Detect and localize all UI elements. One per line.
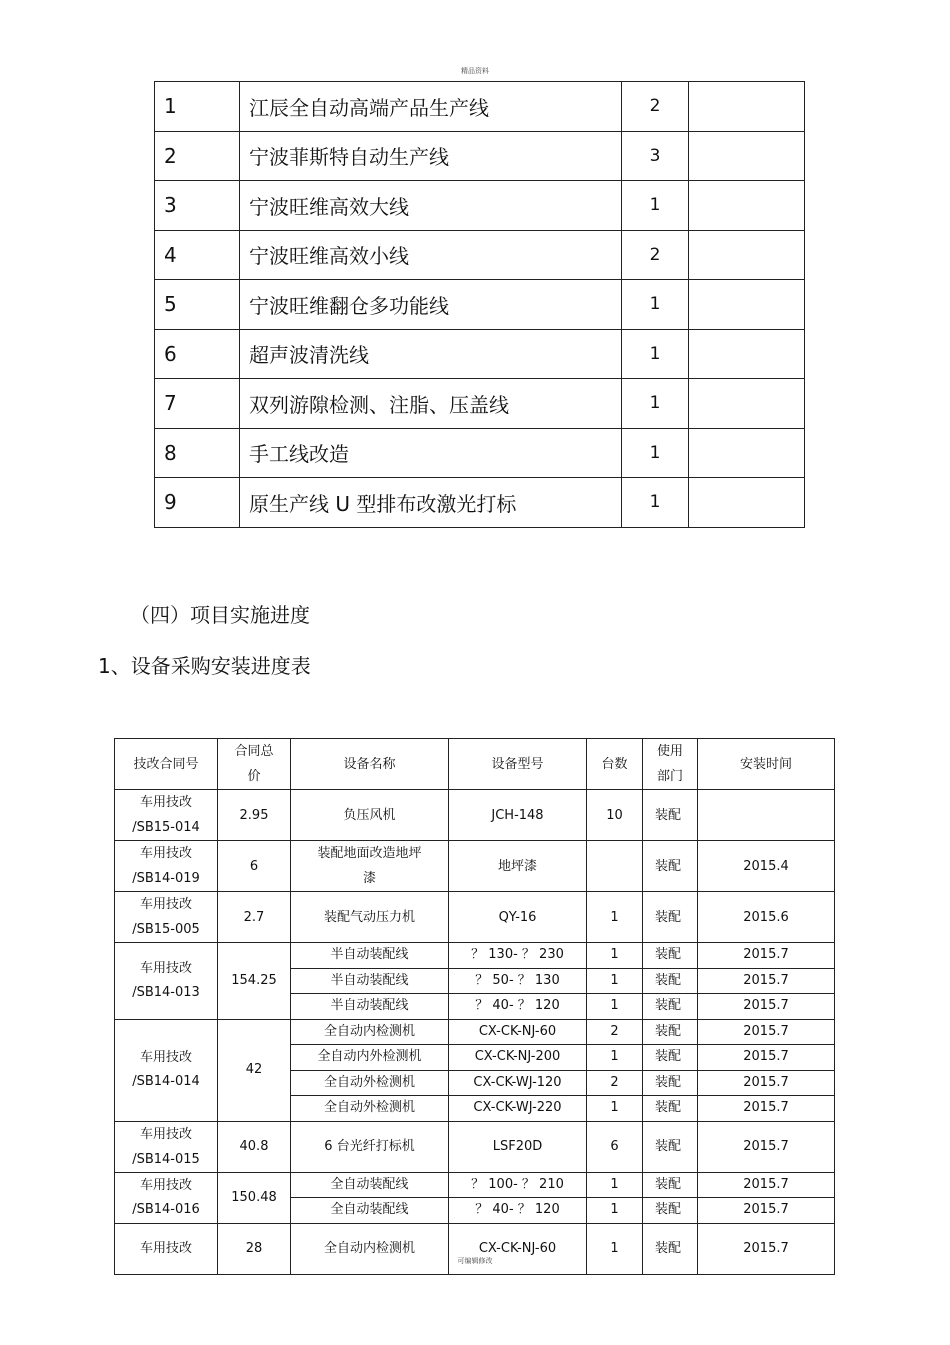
equipment-name-cell: 全自动内检测机 [291, 1019, 449, 1045]
header-units: 台数 [587, 739, 643, 790]
table-header-row [115, 739, 835, 790]
blank-cell [689, 329, 805, 379]
install-time-cell [698, 790, 835, 841]
line-name: 超声波清洗线 [240, 329, 622, 379]
install-time-cell: 2015.7 [698, 1070, 835, 1096]
page-footer-note: 可编辑修改 [457, 1257, 493, 1265]
department-cell: 装配 [643, 790, 698, 841]
header-contract-no: 技改合同号 [115, 739, 218, 790]
blank-cell [689, 131, 805, 181]
line-quantity: 1 [622, 181, 689, 231]
install-time-cell: 2015.7 [698, 1096, 835, 1122]
header-equipment-name: 设备名称 [291, 739, 449, 790]
equipment-name-line1: 装配地面改造地坪 [317, 846, 422, 861]
department-cell: 装配 [643, 1045, 698, 1071]
contract-no-line2: /SB14-013 [132, 984, 200, 1000]
line-number: 1 [155, 82, 240, 132]
line-quantity: 1 [622, 329, 689, 379]
contract-no-line1: 车用技改 [139, 1050, 192, 1065]
contract-no-line1: 车用技改 [139, 1241, 192, 1256]
equipment-name-cell: 全自动外检测机 [291, 1070, 449, 1096]
contract-no-cell [115, 790, 218, 841]
contract-no-cell [115, 1121, 218, 1172]
table-row [155, 280, 805, 330]
equipment-model-cell: ？ 50- ？ 130 [449, 968, 587, 994]
department-cell: 装配 [643, 892, 698, 943]
table-row [155, 478, 805, 528]
department-cell: 装配 [643, 841, 698, 892]
line-name: 江辰全自动高端产品生产线 [240, 82, 622, 132]
table-row [115, 1019, 835, 1045]
install-time-cell: 2015.7 [698, 1172, 835, 1198]
table-row [155, 181, 805, 231]
equipment-schedule-table [114, 738, 835, 1275]
blank-cell [689, 379, 805, 429]
table-row [115, 1121, 835, 1172]
department-cell: 装配 [643, 1096, 698, 1122]
equipment-name-cell: 6 台光纤打标机 [291, 1121, 449, 1172]
contract-no-cell [115, 943, 218, 1020]
blank-cell [689, 280, 805, 330]
table-row [155, 131, 805, 181]
equipment-model-cell: CX-CK-WJ-120 [449, 1070, 587, 1096]
section-title: （四）项目实施进度 [130, 603, 310, 627]
blank-cell [689, 82, 805, 132]
line-name: 手工线改造 [240, 428, 622, 478]
equipment-model-cell: JCH-148 [449, 790, 587, 841]
equipment-model-cell: CX-CK-WJ-220 [449, 1096, 587, 1122]
line-quantity: 1 [622, 478, 689, 528]
line-name: 宁波旺维翻仓多功能线 [240, 280, 622, 330]
equipment-name-cell: 全自动外检测机 [291, 1096, 449, 1122]
equipment-model-cell: ？ 40- ？ 120 [449, 994, 587, 1020]
equipment-model-cell: ？ 130- ？ 230 [449, 943, 587, 969]
blank-cell [689, 181, 805, 231]
equipment-model-cell: CX-CK-NJ-60 [449, 1019, 587, 1045]
page-header-note: 精品资料 [461, 67, 489, 75]
department-cell: 装配 [643, 1070, 698, 1096]
contract-no-cell [115, 1019, 218, 1121]
units-cell: 2 [587, 1070, 643, 1096]
contract-no-line1: 车用技改 [139, 846, 192, 861]
line-name: 宁波旺维高效小线 [240, 230, 622, 280]
units-cell [587, 841, 643, 892]
department-cell: 装配 [643, 994, 698, 1020]
install-time-cell: 2015.7 [698, 1121, 835, 1172]
department-cell: 装配 [643, 1019, 698, 1045]
table-row [155, 428, 805, 478]
blank-cell [689, 230, 805, 280]
line-name: 宁波旺维高效大线 [240, 181, 622, 231]
equipment-name-cell: 半自动装配线 [291, 994, 449, 1020]
header-department: 使用 部门 [643, 739, 698, 790]
line-number: 9 [155, 478, 240, 528]
install-time-cell: 2015.7 [698, 1019, 835, 1045]
contract-no-line1: 车用技改 [139, 1126, 192, 1142]
equipment-model-cell: 地坪漆 [449, 841, 587, 892]
equipment-name-cell: 全自动内检测机 [291, 1223, 449, 1274]
contract-no-line2: /SB15-005 [132, 922, 200, 937]
production-line-table [154, 81, 805, 528]
equipment-model-cell: CX-CK-NJ-200 [449, 1045, 587, 1071]
department-cell: 装配 [643, 943, 698, 969]
equipment-name-cell: 全自动装配线 [291, 1172, 449, 1198]
units-cell: 10 [587, 790, 643, 841]
equipment-model-cell: QY-16 [449, 892, 587, 943]
units-cell: 1 [587, 994, 643, 1020]
contract-no-cell [115, 1172, 218, 1223]
line-quantity: 3 [622, 131, 689, 181]
line-name: 双列游隙检测、注脂、压盖线 [240, 379, 622, 429]
units-cell: 1 [587, 968, 643, 994]
line-number: 5 [155, 280, 240, 330]
equipment-name-cell: 半自动装配线 [291, 943, 449, 969]
units-cell: 1 [587, 1096, 643, 1122]
units-cell: 1 [587, 892, 643, 943]
units-cell: 6 [587, 1121, 643, 1172]
contract-no-cell [115, 1223, 218, 1274]
line-number: 7 [155, 379, 240, 429]
contract-total-cell: 42 [218, 1019, 291, 1121]
table-row [155, 379, 805, 429]
contract-total-cell: 150.48 [218, 1172, 291, 1223]
equipment-name-cell: 半自动装配线 [291, 968, 449, 994]
blank-cell [689, 478, 805, 528]
contract-no-line2: /SB14-014 [132, 1074, 200, 1089]
department-cell: 装配 [643, 1223, 698, 1274]
contract-total-cell: 6 [218, 841, 291, 892]
install-time-cell: 2015.7 [698, 1198, 835, 1224]
line-number: 8 [155, 428, 240, 478]
equipment-name-line2: 漆 [362, 871, 376, 886]
line-number: 2 [155, 131, 240, 181]
table-row [155, 82, 805, 132]
table-row [115, 1172, 835, 1198]
line-quantity: 2 [622, 82, 689, 132]
contract-no-cell [115, 892, 218, 943]
contract-no-line1: 车用技改 [139, 960, 192, 976]
department-cell: 装配 [643, 1172, 698, 1198]
equipment-model-cell: LSF20D [449, 1121, 587, 1172]
contract-no-cell [115, 841, 218, 892]
table-row [115, 943, 835, 969]
contract-no-line2: /SB14-016 [132, 1201, 200, 1217]
department-cell: 装配 [643, 1121, 698, 1172]
equipment-name-cell: 全自动内外检测机 [291, 1045, 449, 1071]
header-contract-total: 合同总 价 [218, 739, 291, 790]
equipment-name-cell: 全自动装配线 [291, 1198, 449, 1224]
line-name: 宁波菲斯特自动生产线 [240, 131, 622, 181]
line-number: 4 [155, 230, 240, 280]
table-row [115, 841, 835, 892]
table-row [155, 230, 805, 280]
line-quantity: 1 [622, 428, 689, 478]
install-time-cell: 2015.7 [698, 1223, 835, 1274]
contract-no-line2: /SB14-019 [132, 871, 200, 886]
equipment-name-cell: 装配气动压力机 [291, 892, 449, 943]
line-number: 3 [155, 181, 240, 231]
sub-title: 1、设备采购安装进度表 [98, 654, 311, 678]
table-row [115, 1223, 835, 1274]
contract-no-line1: 车用技改 [139, 795, 192, 810]
line-quantity: 1 [622, 379, 689, 429]
units-cell: 2 [587, 1019, 643, 1045]
install-time-cell: 2015.7 [698, 1045, 835, 1071]
blank-cell [689, 428, 805, 478]
contract-no-line1: 车用技改 [139, 1177, 192, 1193]
line-name: 原生产线 U 型排布改激光打标 [240, 478, 622, 528]
contract-total-cell: 2.95 [218, 790, 291, 841]
equipment-name-cell: 负压风机 [291, 790, 449, 841]
contract-total-cell: 154.25 [218, 943, 291, 1020]
units-cell: 1 [587, 1045, 643, 1071]
install-time-cell: 2015.7 [698, 994, 835, 1020]
units-cell: 1 [587, 1223, 643, 1274]
line-quantity: 1 [622, 280, 689, 330]
equipment-model-cell: CX-CK-NJ-60 [449, 1223, 587, 1274]
contract-no-line1: 车用技改 [139, 897, 192, 912]
department-cell: 装配 [643, 968, 698, 994]
units-cell: 1 [587, 1198, 643, 1224]
header-install-time: 安装时间 [698, 739, 835, 790]
install-time-cell: 2015.7 [698, 943, 835, 969]
install-time-cell: 2015.4 [698, 841, 835, 892]
contract-total-cell: 2.7 [218, 892, 291, 943]
equipment-model-cell: ？ 100- ？ 210 [449, 1172, 587, 1198]
equipment-name-cell [291, 841, 449, 892]
table-row [115, 892, 835, 943]
contract-total-cell: 40.8 [218, 1121, 291, 1172]
install-time-cell: 2015.7 [698, 968, 835, 994]
contract-total-cell: 28 [218, 1223, 291, 1274]
contract-no-line2: /SB15-014 [132, 820, 200, 835]
line-number: 6 [155, 329, 240, 379]
header-equipment-model: 设备型号 [449, 739, 587, 790]
equipment-model-cell: ？ 40- ？ 120 [449, 1198, 587, 1224]
line-quantity: 2 [622, 230, 689, 280]
department-cell: 装配 [643, 1198, 698, 1224]
install-time-cell: 2015.6 [698, 892, 835, 943]
table-row [115, 790, 835, 841]
table-row [155, 329, 805, 379]
contract-no-line2: /SB14-015 [132, 1151, 200, 1167]
units-cell: 1 [587, 943, 643, 969]
units-cell: 1 [587, 1172, 643, 1198]
